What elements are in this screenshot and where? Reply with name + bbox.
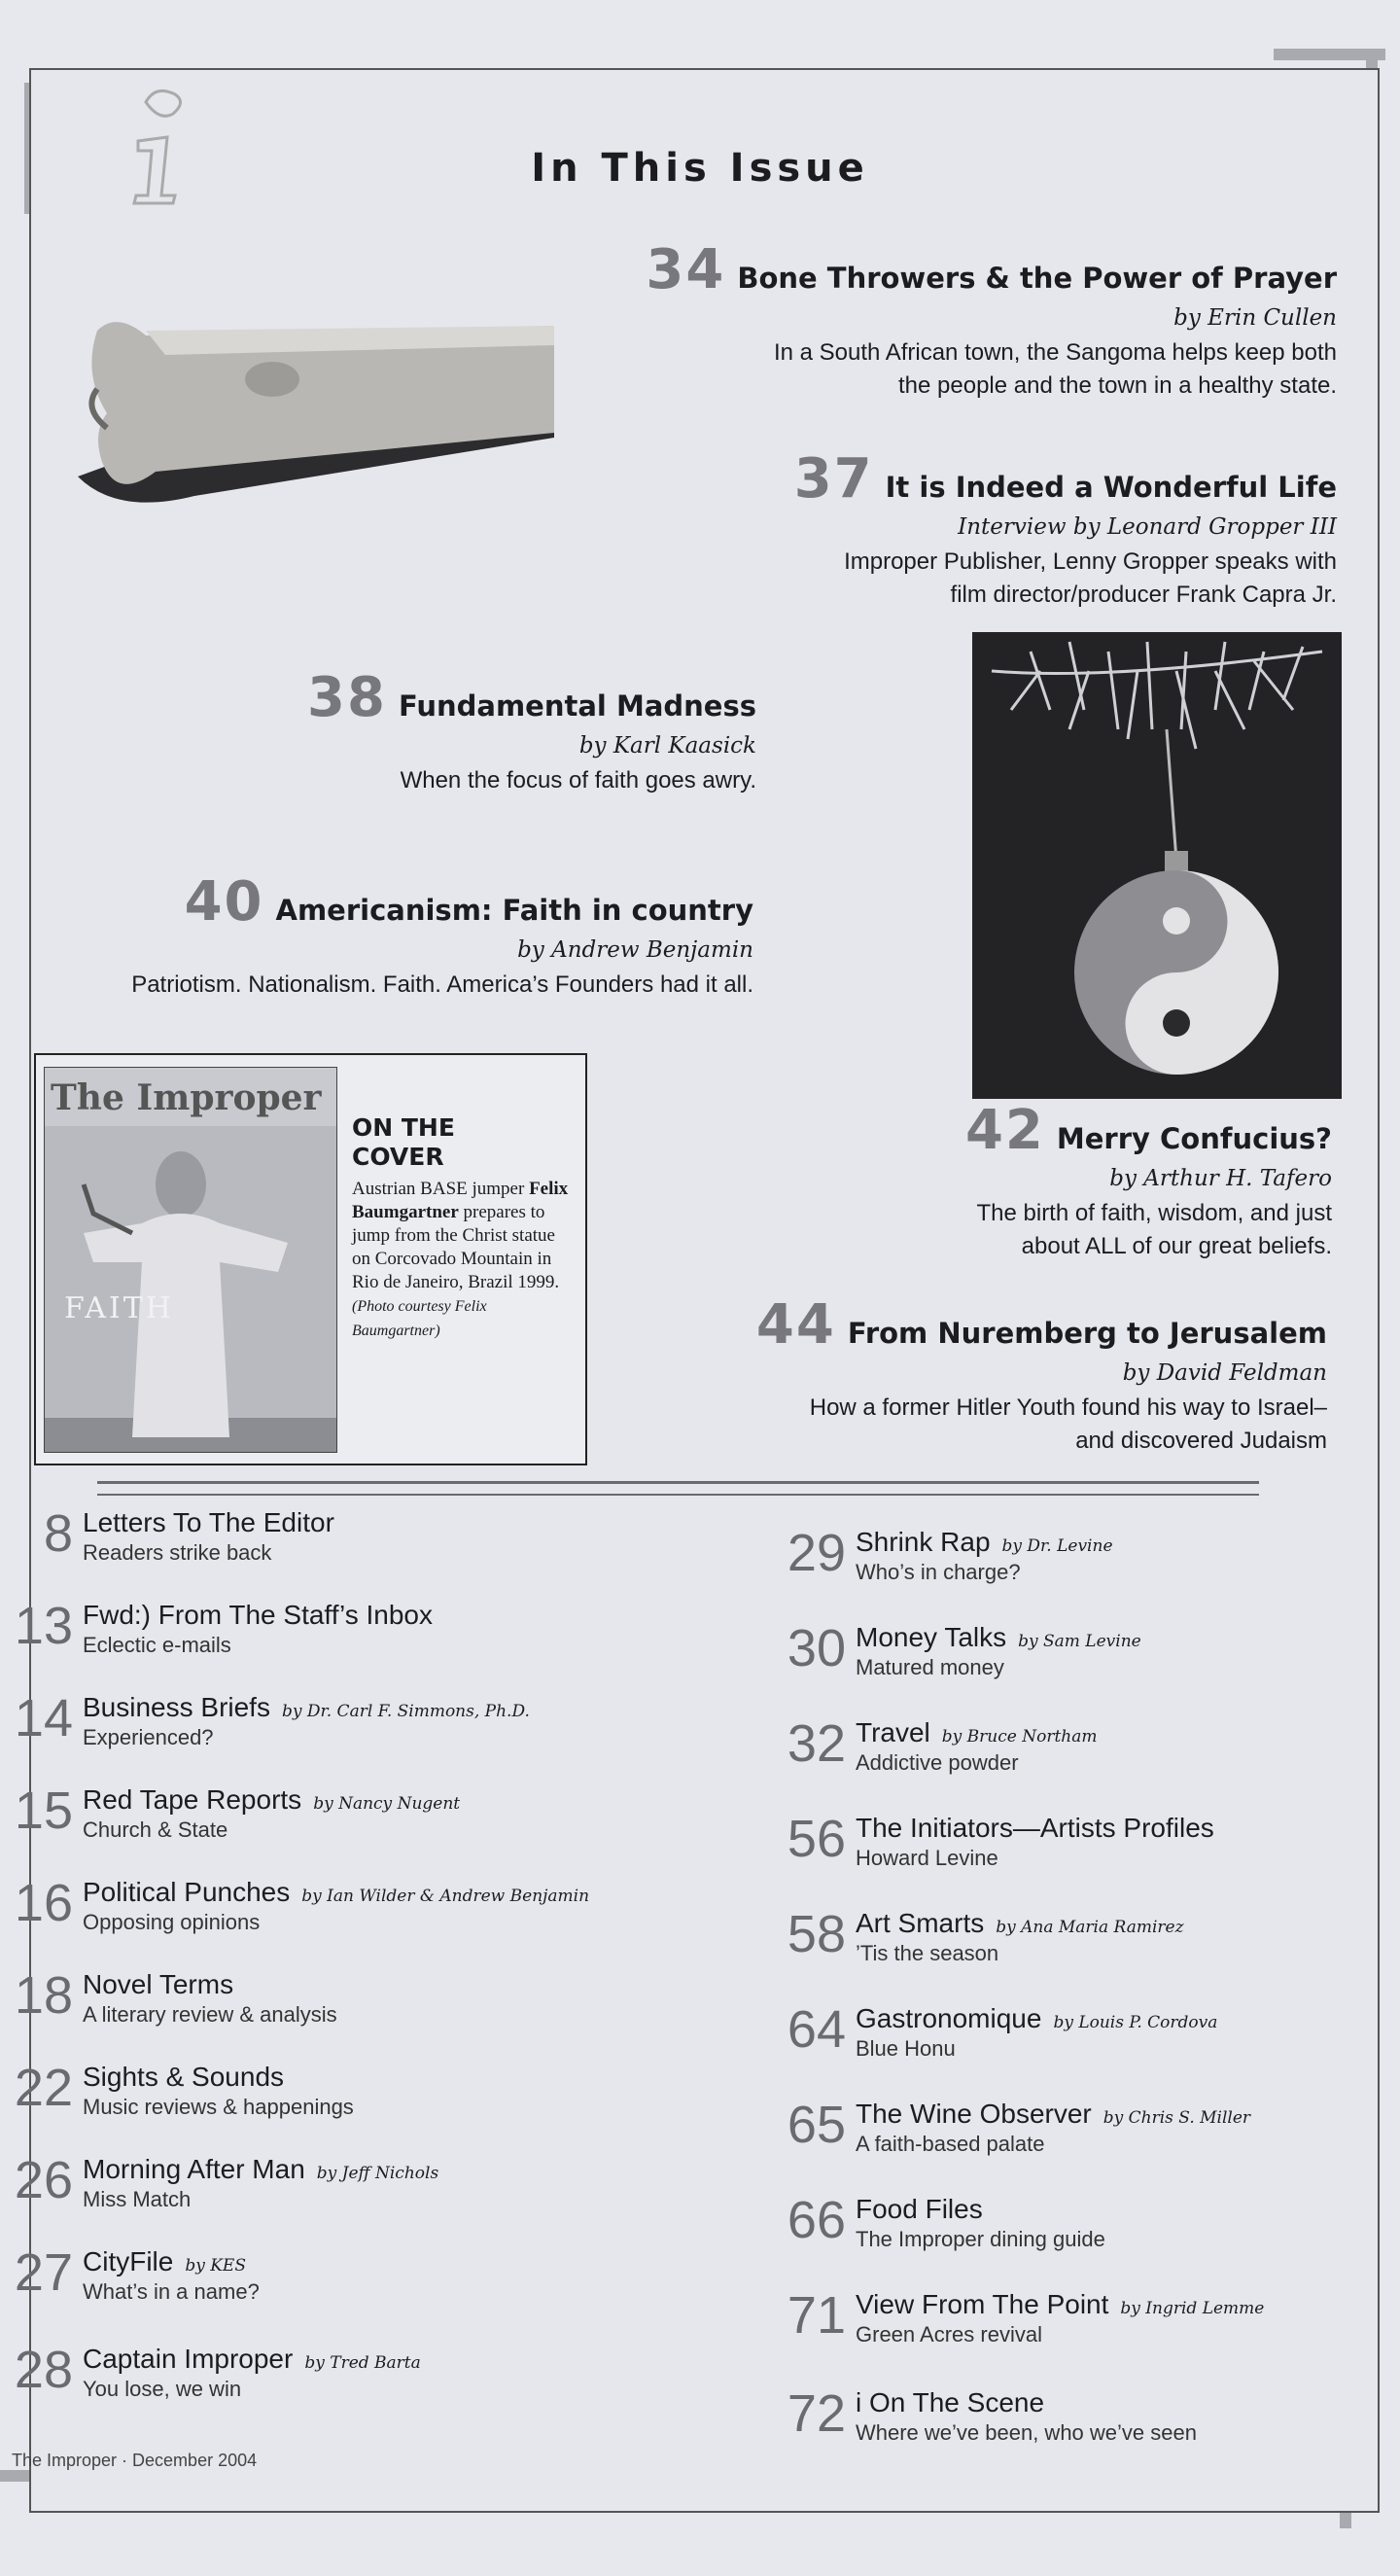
page-number: 22	[14, 2059, 73, 2117]
department-byline: by KES	[185, 2256, 246, 2276]
page-number: 66	[787, 2191, 846, 2249]
page-number: 38	[307, 666, 387, 729]
department-byline: by Bruce Northam	[941, 1727, 1098, 1747]
page-number: 30	[787, 1619, 846, 1677]
department-title: Captain Improper	[83, 2344, 294, 2374]
department-subtitle: Who’s in charge?	[856, 1560, 1021, 1584]
page-number: 28	[14, 2341, 73, 2399]
page-number: 65	[787, 2096, 846, 2154]
christ-statue-image	[45, 1126, 336, 1452]
department-title: i On The Scene	[856, 2387, 1045, 2417]
department-byline: by Chris S. Miller	[1102, 2108, 1251, 2128]
department-subtitle: Addictive powder	[856, 1750, 1019, 1775]
department-title: Morning After Man	[83, 2154, 305, 2184]
cover-thumbnail[interactable]	[44, 1067, 337, 1453]
article-title: From Nuremberg to Jerusalem	[847, 1317, 1327, 1350]
page-number: 34	[646, 238, 726, 301]
department-byline: by Tred Barta	[304, 2353, 421, 2373]
page-number: 37	[793, 447, 874, 511]
article-description: and discovered Judaism	[1075, 1428, 1327, 1454]
cover-heading-line: COVER	[352, 1143, 444, 1171]
article-byline: by Arthur H. Tafero	[1109, 1166, 1332, 1191]
feature-article-44[interactable]	[756, 1293, 1327, 1458]
page-number: 64	[787, 2000, 846, 2059]
page-footer: The Improper · December 2004	[12, 2451, 258, 2470]
department-subtitle: Where we’ve been, who we’ve seen	[856, 2420, 1197, 2445]
department-subtitle: What’s in a name?	[83, 2279, 260, 2304]
page-number: 58	[787, 1905, 846, 1963]
page-number: 40	[184, 870, 264, 934]
page-number: 56	[787, 1810, 846, 1868]
department-subtitle: Music reviews & happenings	[83, 2095, 354, 2119]
department-subtitle: Green Acres revival	[856, 2322, 1042, 2347]
article-description: When the focus of faith goes awry.	[400, 767, 756, 794]
magazine-logo: The Improper	[51, 1077, 322, 1118]
feature-article-42[interactable]	[965, 1099, 1332, 1263]
department-byline: by Jeff Nichols	[316, 2164, 439, 2183]
department-title: Money Talks	[856, 1622, 1007, 1652]
on-the-cover-box	[34, 1053, 587, 1465]
department-subtitle: ’Tis the season	[856, 1941, 999, 1965]
cover-heading-line: ON THE	[352, 1113, 455, 1142]
page-number: 15	[14, 1782, 73, 1840]
department-subtitle: Church & State	[83, 1817, 228, 1842]
page-number: 14	[14, 1689, 73, 1747]
page-number: 16	[14, 1874, 73, 1932]
department-title: CityFile	[83, 2246, 174, 2276]
article-description: The birth of faith, wisdom, and just	[976, 1200, 1332, 1226]
article-byline: by David Feldman	[1122, 1360, 1327, 1386]
department-title: Fwd:) From The Staff’s Inbox	[83, 1600, 433, 1630]
department-title: Food Files	[856, 2194, 983, 2224]
section-divider	[97, 1481, 1259, 1496]
page-number: 44	[755, 1293, 836, 1357]
department-byline: by Dr. Levine	[1001, 1536, 1113, 1556]
department-title: Political Punches	[83, 1877, 291, 1907]
page-number: 8	[43, 1504, 73, 1563]
article-description: film director/producer Frank Capra Jr.	[950, 582, 1337, 608]
page-number: 27	[14, 2243, 73, 2302]
bone-photo	[58, 292, 554, 545]
department-byline: by Sam Levine	[1018, 1632, 1141, 1651]
yin-yang-ornament-photo	[972, 632, 1342, 1099]
article-title: Bone Throwers & the Power of Prayer	[737, 262, 1337, 295]
department-title: Gastronomique	[856, 2003, 1042, 2033]
article-description: In a South African town, the Sangoma helps keep both	[773, 339, 1337, 366]
article-description: Improper Publisher, Lenny Gropper speaks with	[844, 548, 1337, 575]
department-subtitle: Eclectic e-mails	[83, 1633, 231, 1657]
department-title: Shrink Rap	[856, 1527, 991, 1557]
article-description: the people and the town in a healthy state.	[898, 372, 1337, 399]
department-subtitle: Howard Levine	[856, 1846, 998, 1870]
cover-caption-text: prepares to jump from the Christ statue on Corcovado Mountain in Rio de Janeiro, Brazil 1999.	[352, 1202, 560, 1292]
department-subtitle: A literary review & analysis	[83, 2002, 337, 2027]
department-byline: by Louis P. Cordova	[1053, 2013, 1218, 2032]
department-title: Business Briefs	[83, 1692, 270, 1722]
article-byline: by Karl Kaasick	[578, 733, 756, 759]
department-title: Sights & Sounds	[83, 2062, 285, 2092]
article-byline: by Andrew Benjamin	[517, 937, 753, 963]
feature-article-37[interactable]	[794, 447, 1337, 612]
page-number: 26	[14, 2151, 73, 2209]
article-description: about ALL of our great beliefs.	[1021, 1233, 1332, 1259]
article-title: Americanism: Faith in country	[275, 894, 753, 927]
article-title: It is Indeed a Wonderful Life	[885, 471, 1337, 504]
feature-article-38[interactable]	[307, 666, 756, 797]
department-subtitle: Matured money	[856, 1655, 1004, 1679]
article-description: Patriotism. Nationalism. Faith. America’s Founders had it all.	[131, 971, 753, 998]
feature-article-34[interactable]	[646, 238, 1337, 403]
page-title: In This Issue	[531, 146, 869, 191]
page-number: 29	[787, 1524, 846, 1582]
cover-subject-name: Felix Baumgartner	[352, 1179, 569, 1222]
department-title: View From The Point	[856, 2289, 1109, 2319]
department-subtitle: Readers strike back	[83, 1540, 272, 1565]
department-title: Novel Terms	[83, 1969, 234, 1999]
page-number: 13	[14, 1597, 73, 1655]
department-title: Letters To The Editor	[83, 1507, 334, 1537]
article-title: Fundamental Madness	[398, 689, 756, 723]
department-subtitle: A faith-based palate	[856, 2132, 1045, 2156]
department-title: The Wine Observer	[856, 2099, 1092, 2129]
cover-heading	[352, 1113, 455, 1172]
department-byline: by Nancy Nugent	[313, 1794, 461, 1814]
department-byline: by Dr. Carl F. Simmons, Ph.D.	[281, 1702, 530, 1721]
page-number: 42	[964, 1099, 1045, 1162]
department-subtitle: You lose, we win	[83, 2377, 242, 2401]
department-subtitle: Blue Honu	[856, 2036, 956, 2061]
page-number: 32	[787, 1714, 846, 1773]
cover-caption-text: Austrian BASE jumper	[352, 1179, 525, 1199]
page-number: 72	[787, 2384, 846, 2443]
department-subtitle: The Improper dining guide	[856, 2227, 1105, 2251]
page-number: 18	[14, 1966, 73, 2025]
magazine-theme: FAITH	[64, 1291, 174, 1325]
page-number: 71	[787, 2286, 846, 2345]
article-byline: by Erin Cullen	[1173, 305, 1337, 331]
department-subtitle: Experienced?	[83, 1725, 214, 1749]
department-title: Art Smarts	[856, 1908, 985, 1938]
department-byline: by Ian Wilder & Andrew Benjamin	[301, 1887, 590, 1906]
department-subtitle: Opposing opinions	[83, 1910, 261, 1934]
photo-credit: (Photo courtesy Felix Baumgartner)	[352, 1298, 487, 1339]
department-title: Red Tape Reports	[83, 1784, 302, 1815]
department-title: The Initiators—Artists Profiles	[856, 1813, 1214, 1843]
feature-article-40[interactable]	[131, 870, 753, 1002]
department-byline: by Ana Maria Ramirez	[996, 1918, 1184, 1937]
article-description: How a former Hitler Youth found his way to Israel–	[809, 1394, 1327, 1421]
department-byline: by Ingrid Lemme	[1120, 2299, 1265, 2318]
cover-caption	[352, 1178, 571, 1343]
department-subtitle: Miss Match	[83, 2187, 192, 2211]
department-title: Travel	[856, 1717, 930, 1747]
article-title: Merry Confucius?	[1056, 1122, 1332, 1155]
article-byline: Interview by Leonard Gropper III	[958, 514, 1337, 540]
